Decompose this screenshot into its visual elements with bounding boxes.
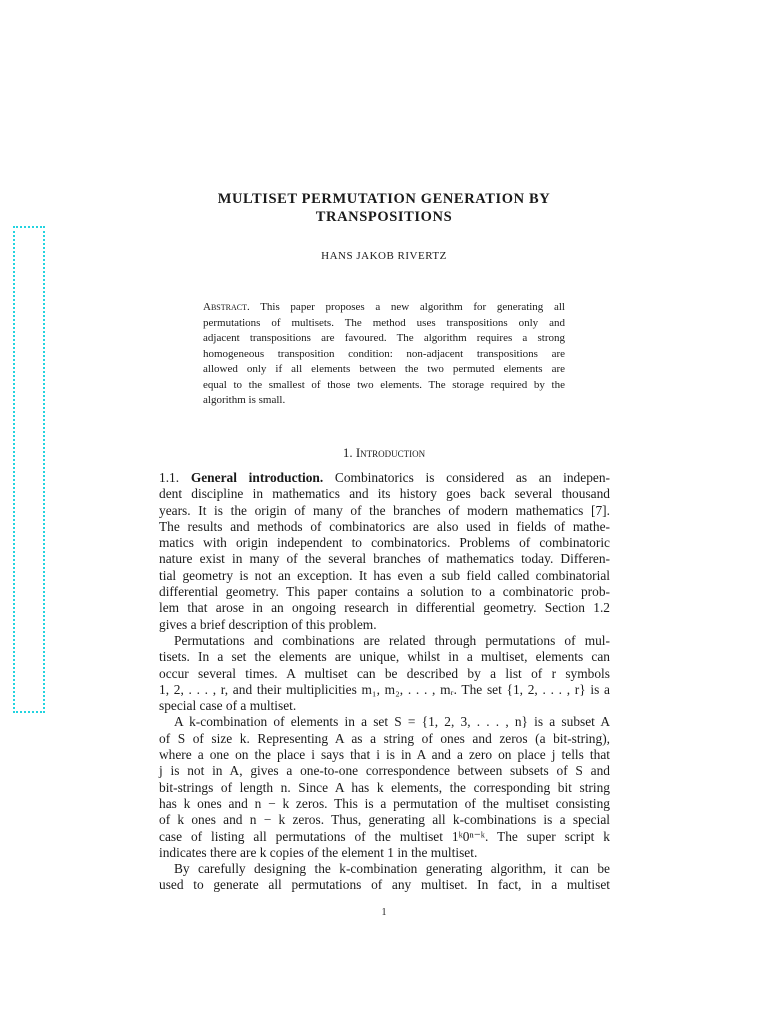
abstract-line: homogeneous transposition condition: non-adjacent transpositions are bbox=[203, 347, 565, 360]
abstract-line: permutations of multisets. The method uses transpositions only and bbox=[203, 316, 565, 329]
body-line: lem that arose in an ongoing research in differential geometry. Section 1.2 bbox=[159, 600, 610, 616]
subsection-title: General introduction. bbox=[190, 470, 324, 485]
abstract-line: adjacent transpositions are favoured. The algorithm requires a strong bbox=[203, 332, 565, 344]
page-number: 1 bbox=[381, 907, 387, 918]
body-line: bit-strings of length n. Since A has k elements, the corresponding bit string bbox=[159, 779, 610, 795]
body-line: of S of size k. Representing A as a string of ones and zeros (a bit-string), bbox=[159, 730, 610, 746]
body-line: special case of a multiset. bbox=[159, 698, 297, 714]
body-line: 1, 2, . . . , r, and their multiplicities m₁, m₂, . . . , mᵣ. The set {1, 2, . . . , r} is a bbox=[159, 681, 610, 697]
body-line: occur several times. A multiset can be described by a list of r symbols bbox=[159, 665, 610, 681]
body-line: differential geometry. This paper contains a solution to a combinatoric prob- bbox=[159, 584, 610, 600]
author-name: HANS JAKOB RIVERTZ bbox=[321, 250, 447, 262]
body-line: tisets. In a set the elements are unique, whilst in a multiset, elements can bbox=[159, 649, 610, 665]
abstract-line: Abstract. This paper proposes a new algorithm for generating all bbox=[203, 301, 565, 313]
title-line-1: MULTISET PERMUTATION GENERATION BY bbox=[217, 191, 551, 207]
body-line: of k ones and n − k zeros. Thus, generating all k-combinations is a special bbox=[159, 812, 610, 828]
body-line: 1.1. General introduction. Combinatorics is considered as an indepen- bbox=[159, 470, 610, 485]
section-heading bbox=[160, 445, 608, 461]
abstract-label: Abstract. bbox=[203, 301, 250, 313]
abstract-line: algorithm is small. bbox=[203, 394, 286, 406]
paper-title bbox=[160, 190, 608, 226]
body-line: indicates there are k copies of the element 1 in the multiset. bbox=[159, 844, 478, 860]
title-line-2: TRANSPOSITIONS bbox=[315, 209, 453, 225]
subsection-number: 1.1. bbox=[159, 470, 180, 485]
body-line: matics with origin independent to combinatorics. Problems of combinatoric bbox=[159, 535, 610, 551]
body-line: The results and methods of combinatorics are also used in fields of mathe- bbox=[159, 518, 610, 534]
body-line: used to generate all permutations of any multiset. In fact, in a multiset bbox=[159, 877, 610, 893]
abstract-line: allowed only if all elements between the two permuted elements are bbox=[203, 363, 565, 375]
body-line: A k-combination of elements in a set S = {1, 2, 3, . . . , n} is a subset A bbox=[174, 714, 610, 730]
section-number: 1. bbox=[342, 445, 353, 460]
section-title: Introduction bbox=[355, 445, 426, 460]
body-text bbox=[159, 470, 610, 894]
body-line: where a one on the place i says that i is in A and a zero on place j tells that bbox=[159, 747, 610, 763]
abstract-line: equal to the smallest of those two elements. The storage required by the bbox=[203, 378, 565, 391]
body-line: dent discipline in mathematics and its history goes back several thousand bbox=[159, 486, 610, 502]
body-line: has k ones and n − k zeros. This is a permutation of the multiset consisting bbox=[159, 795, 610, 811]
arxiv-sidebar-stamp bbox=[13, 226, 45, 713]
body-line: By carefully designing the k-combination generating algorithm, it can be bbox=[174, 861, 610, 877]
body-line: nature exist in many of the several branches of mathematics today. Differen- bbox=[159, 551, 610, 567]
body-line: tial geometry is not an exception. It has even a sub field called combinatorial bbox=[159, 567, 610, 583]
body-line: Permutations and combinations are related through permutations of mul- bbox=[174, 632, 610, 648]
body-line: gives a brief description of this problem. bbox=[159, 616, 377, 632]
abstract bbox=[203, 300, 565, 409]
body-line: case of listing all permutations of the multiset 1ᵏ0ⁿ⁻ᵏ. The super script k bbox=[159, 828, 610, 844]
body-line: years. It is the origin of many of the branches of modern mathematics [7]. bbox=[159, 502, 610, 518]
body-line: j is not in A, gives a one-to-one correspondence between subsets of S and bbox=[159, 763, 610, 779]
